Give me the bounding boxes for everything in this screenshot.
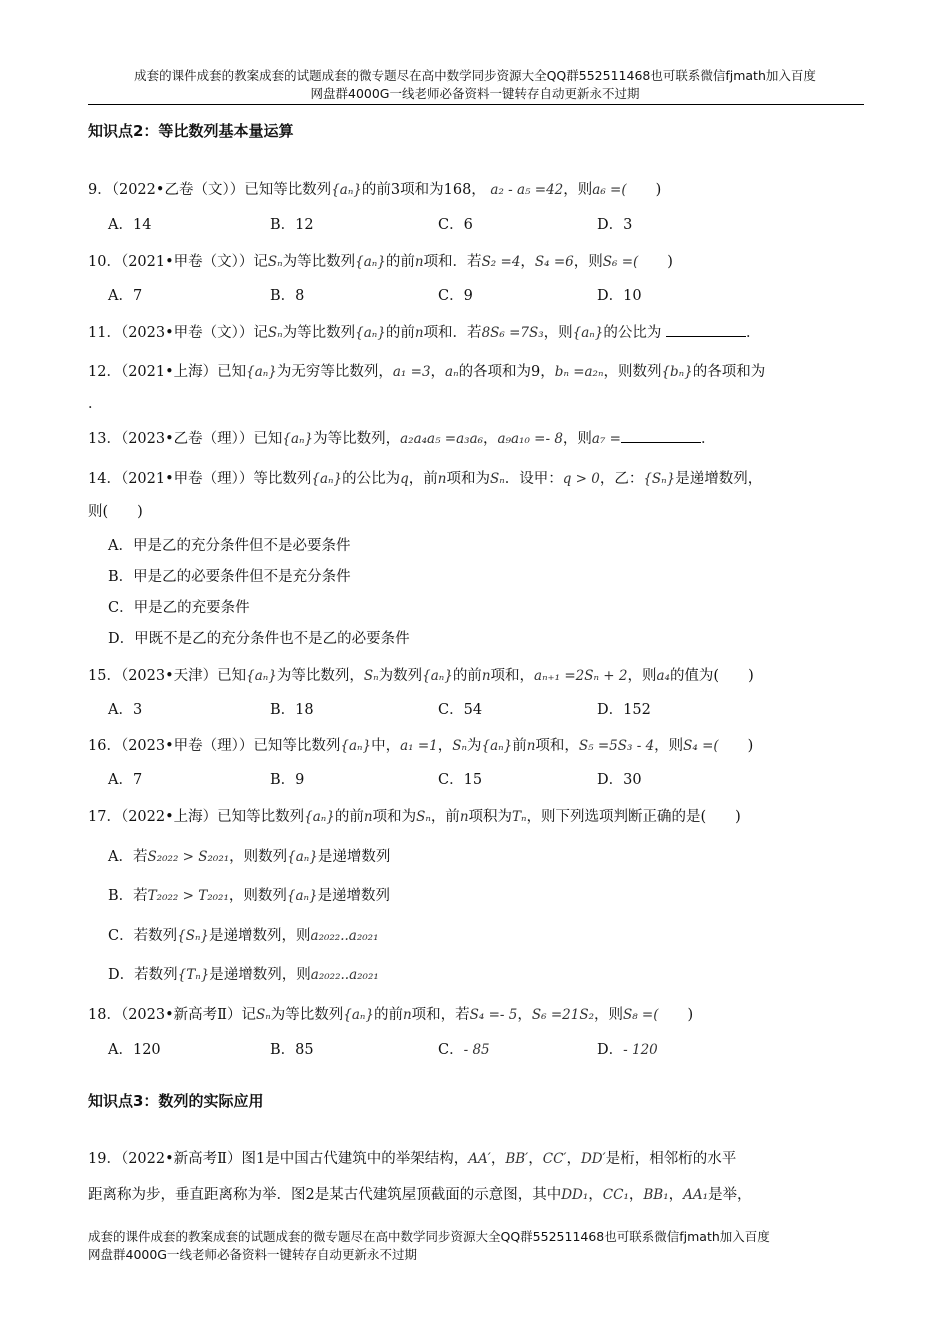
option-d: D．甲既不是乙的充分条件也不是乙的必要条件 bbox=[108, 631, 410, 647]
option-d: D．30 bbox=[597, 772, 642, 788]
option-b: B．若T₂₀₂₂ > T₂₀₂₁，则数列{aₙ}是递增数列 bbox=[108, 888, 391, 904]
question-number: 12． bbox=[88, 364, 121, 380]
option-b: B．9 bbox=[270, 772, 305, 788]
option-b: B．85 bbox=[270, 1042, 314, 1058]
option-a: A．120 bbox=[108, 1042, 161, 1058]
question-19-line-2: 距离称为步，垂直距离称为举．图2是某古代建筑屋顶截面的示意图，其中DD₁，CC₁，BB₁，AA₁是举， bbox=[88, 1187, 752, 1203]
question-12: 12．（2021•上海）已知{aₙ}为无穷等比数列，a₁ =3，aₙ的各项和为9，bₙ =a₂ₙ，则数列{bₙ}的各项和为 bbox=[88, 364, 766, 380]
answer-blank bbox=[666, 322, 746, 337]
question-14: 14．（2021•甲卷（理））等比数列{aₙ}的公比为q，前n项和为Sₙ．设甲：q > 0，乙：{Sₙ}是递增数列， bbox=[88, 471, 763, 487]
question-number: 19． bbox=[88, 1151, 121, 1167]
option-c: C．6 bbox=[438, 217, 473, 233]
option-a: A．14 bbox=[108, 217, 152, 233]
option-b: B．18 bbox=[270, 702, 314, 718]
option-a: A．甲是乙的充分条件但不是必要条件 bbox=[108, 538, 351, 554]
question-18: 18．（2023•新高考Ⅱ）记Sₙ为等比数列{aₙ}的前n项和，若S₄ =- 5，S₆ =21S₂，则S₈ =( ) bbox=[88, 1007, 694, 1023]
option-b: B．甲是乙的必要条件但不是充分条件 bbox=[108, 569, 351, 585]
question-number: 17． bbox=[88, 809, 121, 825]
question-19: 19．（2022•新高考Ⅱ）图1是中国古代建筑中的举架结构，AA′，BB′，CC′，DD′是桁，相邻桁的水平 bbox=[88, 1151, 737, 1167]
header-line-2: 网盘群4000G一线老师必备资料一键转存自动更新永不过期 bbox=[310, 86, 640, 101]
option-c: C．9 bbox=[438, 288, 473, 304]
question-17: 17．（2022•上海）已知等比数列{aₙ}的前n项和为Sₙ，前n项积为Tₙ，则下列选项判断正确的是( ) bbox=[88, 809, 741, 825]
question-number: 13． bbox=[88, 431, 121, 447]
question-14-continuation: 则( ) bbox=[88, 504, 143, 520]
header-divider bbox=[88, 104, 864, 105]
question-10: 10．（2021•甲卷（文））记Sₙ为等比数列{aₙ}的前n项和．若S₂ =4，S₄ =6，则S₆ =( ) bbox=[88, 254, 673, 270]
question-9: 9．（2022•乙卷（文））已知等比数列{aₙ}的前3项和为168， a₂ - a₅ =42，则a₆ =( ) bbox=[88, 182, 662, 198]
question-11: 11．（2023•甲卷（文））记Sₙ为等比数列{aₙ}的前n项和．若8S₆ =7S₃，则{aₙ}的公比为 ． bbox=[88, 321, 760, 342]
section-title-3: 知识点3：数列的实际应用 bbox=[88, 1092, 264, 1110]
option-c: C．若数列{Sₙ}是递增数列，则a₂₀₂₂..a₂₀₂₁ bbox=[108, 928, 379, 944]
footer-line-2: 网盘群4000G一线老师必备资料一键转存自动更新永不过期 bbox=[88, 1247, 417, 1262]
option-a: A．7 bbox=[108, 772, 143, 788]
question-12-continuation: ． bbox=[88, 396, 103, 412]
option-c: C．15 bbox=[438, 772, 483, 788]
option-d: D．- 120 bbox=[597, 1042, 658, 1058]
page-header bbox=[0, 67, 950, 103]
option-c: C．甲是乙的充要条件 bbox=[108, 600, 250, 616]
option-c: C．- 85 bbox=[438, 1042, 490, 1058]
option-a: A．3 bbox=[108, 702, 143, 718]
option-d: D．10 bbox=[597, 288, 642, 304]
option-d: D．3 bbox=[597, 217, 633, 233]
option-b: B．12 bbox=[270, 217, 314, 233]
option-b: B．8 bbox=[270, 288, 305, 304]
question-number: 11． bbox=[88, 325, 121, 341]
option-d: D．若数列{Tₙ}是递增数列，则a₂₀₂₂..a₂₀₂₁ bbox=[108, 967, 379, 983]
question-16: 16．（2023•甲卷（理））已知等比数列{aₙ}中，a₁ =1，Sₙ为{aₙ}前n项和，S₅ =5S₃ - 4，则S₄ =( ) bbox=[88, 738, 754, 754]
question-number: 14． bbox=[88, 471, 121, 487]
option-c: C．54 bbox=[438, 702, 483, 718]
question-15: 15．（2023•天津）已知{aₙ}为等比数列，Sₙ为数列{aₙ}的前n项和，aₙ₊₁ =2Sₙ + 2，则a₄的值为( ) bbox=[88, 668, 754, 684]
question-number: 10． bbox=[88, 254, 121, 270]
option-a: A．7 bbox=[108, 288, 143, 304]
option-a: A．若S₂₀₂₂ > S₂₀₂₁，则数列{aₙ}是递增数列 bbox=[108, 849, 391, 865]
question-number: 16． bbox=[88, 738, 121, 754]
answer-blank bbox=[621, 428, 701, 443]
header-line-1: 成套的课件成套的教案成套的试题成套的微专题尽在高中数学同步资源大全QQ群552511468也可联系微信fjmath加入百度 bbox=[134, 68, 816, 83]
footer-line-1: 成套的课件成套的教案成套的试题成套的微专题尽在高中数学同步资源大全QQ群552511468也可联系微信fjmath加入百度 bbox=[88, 1229, 770, 1244]
option-d: D．152 bbox=[597, 702, 651, 718]
question-number: 18． bbox=[88, 1007, 121, 1023]
question-number: 15． bbox=[88, 668, 121, 684]
question-13: 13．（2023•乙卷（理））已知{aₙ}为等比数列，a₂a₄a₅ =a₃a₆，a₉a₁₀ =- 8，则a₇ = ． bbox=[88, 427, 716, 448]
question-number: 9． bbox=[88, 182, 112, 198]
section-title-2: 知识点2：等比数列基本量运算 bbox=[88, 122, 294, 140]
page-footer bbox=[88, 1228, 868, 1264]
